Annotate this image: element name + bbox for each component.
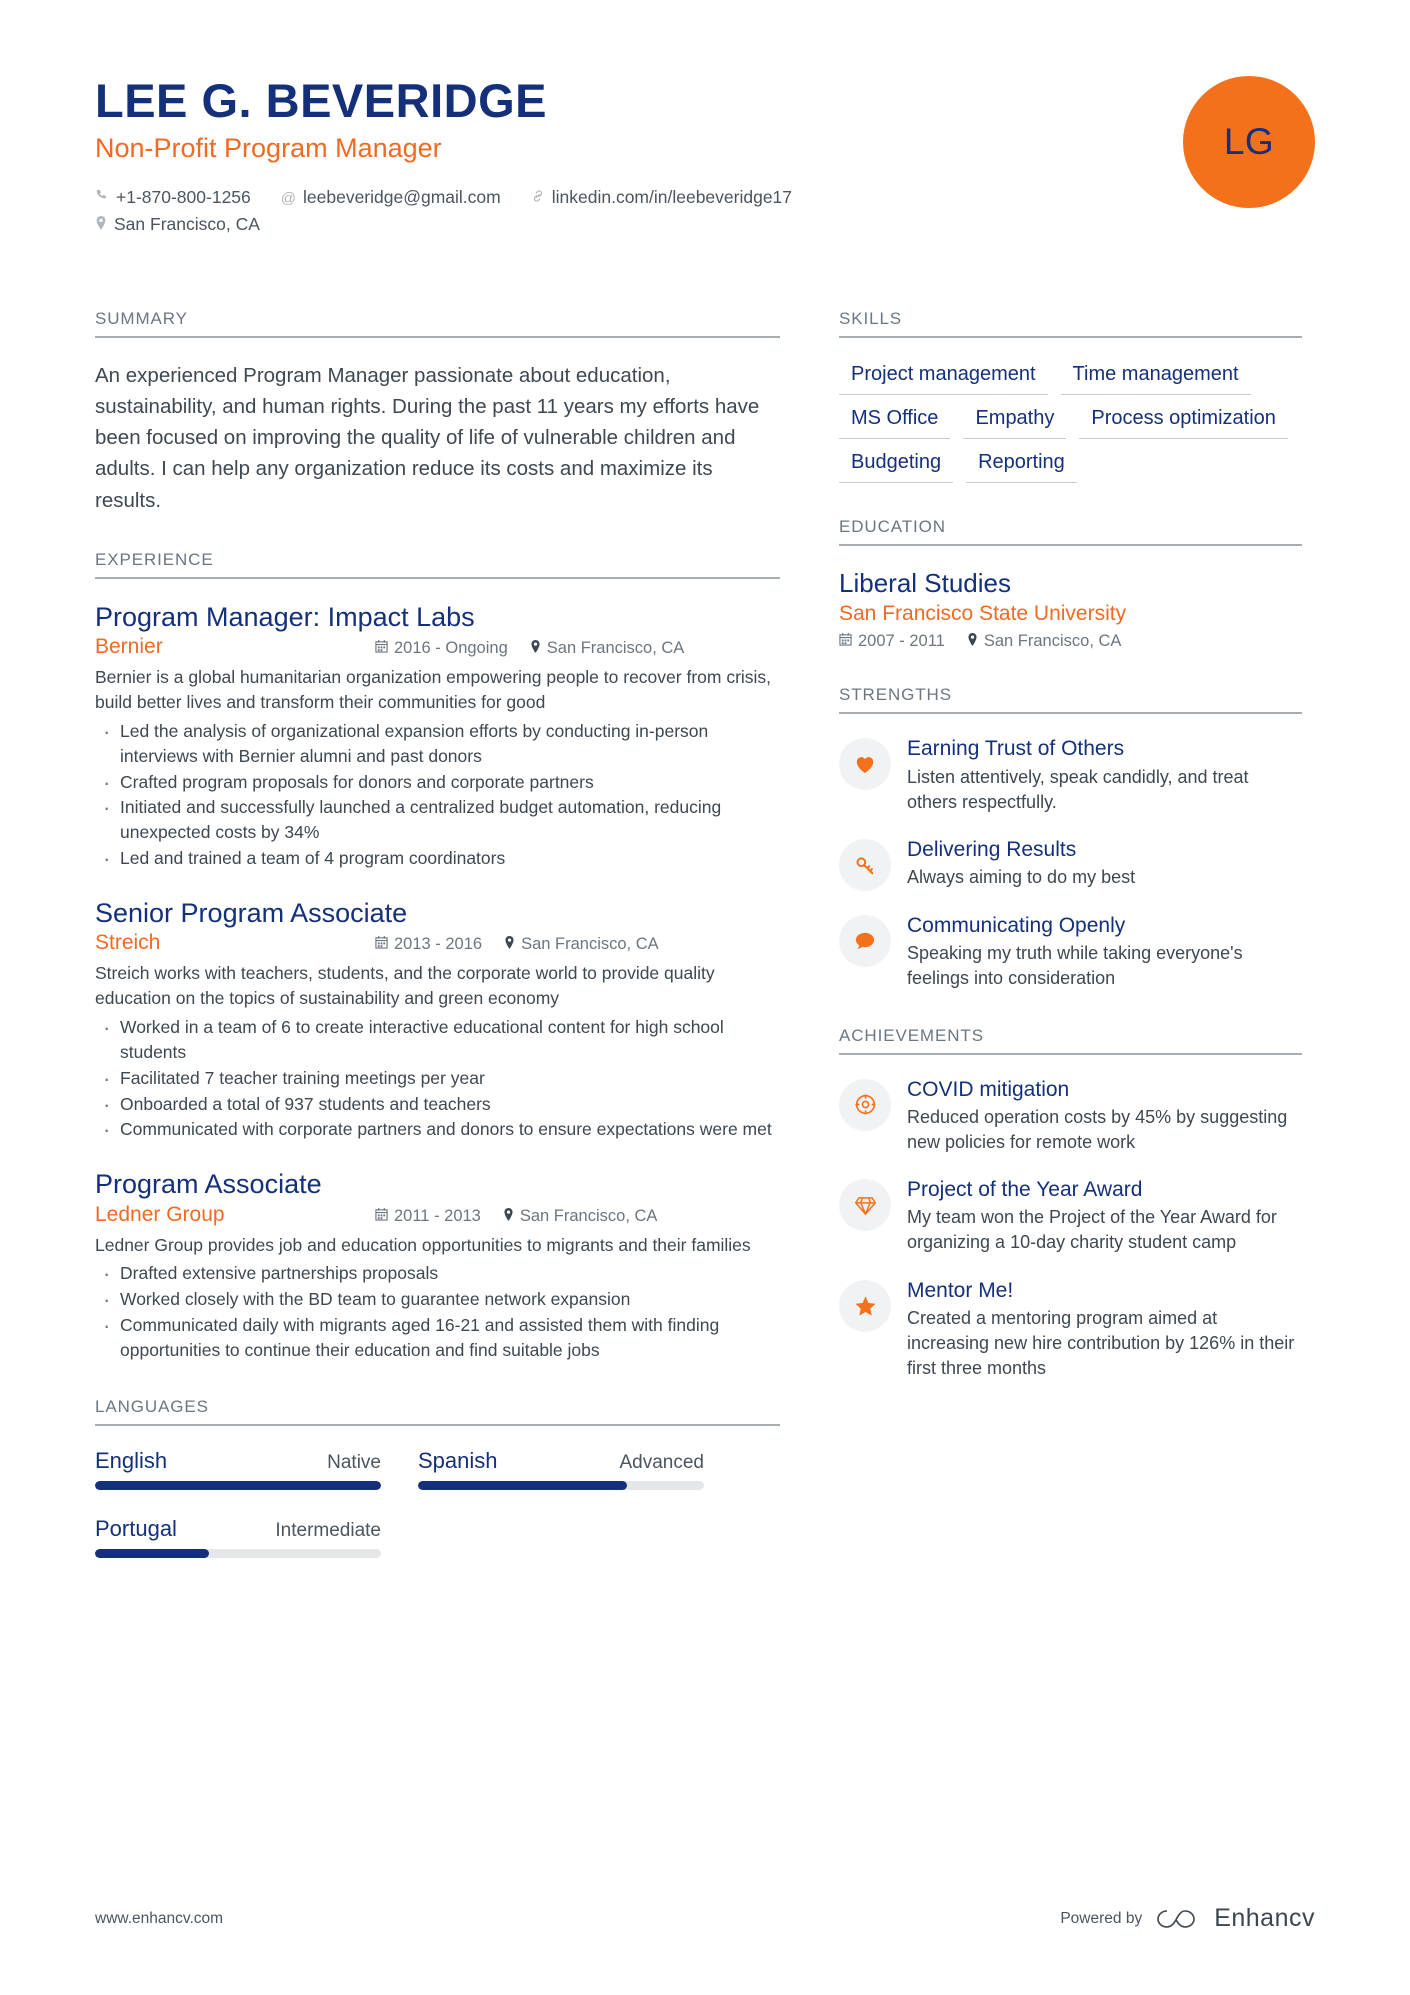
summary-heading: SUMMARY xyxy=(95,309,780,338)
language-progress-track xyxy=(418,1481,704,1490)
calendar-icon xyxy=(375,639,388,653)
section-skills xyxy=(839,309,1302,483)
job-role: Program Manager: Impact Labs xyxy=(95,601,475,632)
contact-phone[interactable] xyxy=(95,184,251,211)
job-location-text: San Francisco, CA xyxy=(546,639,685,658)
strength-icon-wrap xyxy=(839,738,891,790)
skills-heading: SKILLS xyxy=(839,309,1302,338)
skills-list xyxy=(839,360,1302,483)
strength-item xyxy=(839,837,1302,891)
education-location-text: San Francisco, CA xyxy=(983,632,1122,651)
contact-linkedin[interactable] xyxy=(531,184,792,211)
experience-heading: EXPERIENCE xyxy=(95,550,780,579)
contact-location xyxy=(95,211,260,238)
job-location xyxy=(504,935,659,954)
job-bullets xyxy=(95,719,780,871)
achievement-body xyxy=(907,1278,1302,1382)
strength-description: Speaking my truth while taking everyone's feelings into consideration xyxy=(907,943,1243,989)
footer-url[interactable]: www.enhancv.com xyxy=(95,1909,224,1927)
resume-body xyxy=(95,309,1315,1618)
language-level: Advanced xyxy=(619,1451,704,1473)
page-title: LEE G. BEVERIDGE xyxy=(95,74,547,127)
achievement-description: Created a mentoring program aimed at increasing new hire contribution by 126% in their first three months xyxy=(907,1307,1295,1379)
target-icon xyxy=(854,1093,877,1116)
language-progress-fill xyxy=(95,1549,209,1558)
education-meta xyxy=(839,632,1302,651)
avatar-initials: LG xyxy=(1223,121,1275,162)
job-bullet: · Led and trained a team of 4 program coordinators xyxy=(95,846,780,871)
skill-chip: Process optimization xyxy=(1079,404,1288,439)
job-location-text: San Francisco, CA xyxy=(519,1206,658,1225)
contact-line-secondary xyxy=(95,211,1315,238)
heart-icon xyxy=(854,754,876,774)
location-icon xyxy=(95,216,107,230)
education-degree: Liberal Studies xyxy=(839,568,1011,598)
job-bullet: · Onboarded a total of 937 students and teachers xyxy=(95,1092,780,1117)
contact-line-primary xyxy=(95,184,1315,211)
job-location xyxy=(530,639,685,658)
language-level: Native xyxy=(327,1451,381,1473)
education-location xyxy=(967,632,1122,651)
powered-by-label: Powered by xyxy=(1060,1909,1143,1927)
language-item xyxy=(95,1516,381,1558)
section-languages xyxy=(95,1397,780,1584)
skill-chip: Time management xyxy=(1061,360,1251,395)
strength-item xyxy=(839,736,1302,815)
skill-chip: Reporting xyxy=(966,448,1077,483)
brand-name: Enhancv xyxy=(1214,1904,1315,1932)
location-icon xyxy=(530,640,541,653)
calendar-icon xyxy=(375,1207,388,1221)
job-description: Ledner Group provides job and education opportunities to migrants and their families xyxy=(95,1234,751,1255)
job-bullet: · Led the analysis of organizational expansion efforts by conducting in-person interviews with Bernier alumni and past donors xyxy=(95,719,780,769)
languages-heading: LANGUAGES xyxy=(95,1397,780,1426)
skill-chip: Budgeting xyxy=(839,448,953,483)
contact-email[interactable] xyxy=(281,184,501,211)
language-item xyxy=(418,1448,704,1490)
footer-branding xyxy=(1060,1904,1315,1933)
strength-icon-wrap xyxy=(839,839,891,891)
enhancv-logo-icon xyxy=(1155,1905,1201,1933)
calendar-icon xyxy=(839,632,852,646)
avatar xyxy=(1183,76,1315,208)
job-bullet: · Communicated with corporate partners and donors to ensure expectations were met xyxy=(95,1117,780,1142)
language-row xyxy=(95,1448,381,1474)
job-dates-text: 2011 - 2013 xyxy=(394,1206,481,1225)
achievement-description: Reduced operation costs by 45% by suggesting new policies for remote work xyxy=(907,1106,1288,1152)
experience-item xyxy=(95,1168,780,1363)
strengths-heading: STRENGTHS xyxy=(839,685,1302,714)
strength-title: Delivering Results xyxy=(907,837,1077,861)
language-name: English xyxy=(95,1447,168,1473)
language-row xyxy=(95,1516,381,1542)
section-strengths xyxy=(839,685,1302,991)
achievements-heading: ACHIEVEMENTS xyxy=(839,1026,1302,1055)
job-meta xyxy=(95,1203,780,1227)
education-heading: EDUCATION xyxy=(839,517,1302,546)
job-meta xyxy=(95,931,780,955)
languages-grid xyxy=(95,1448,780,1584)
section-summary xyxy=(95,309,780,516)
link-icon xyxy=(531,189,545,203)
job-dates xyxy=(375,935,482,954)
achievement-description: My team won the Project of the Year Award for organizing a 10-day charity student camp xyxy=(907,1207,1277,1253)
section-experience xyxy=(95,550,780,1363)
diamond-icon xyxy=(854,1195,877,1216)
achievement-icon-wrap xyxy=(839,1179,891,1231)
contact-location-text: San Francisco, CA xyxy=(114,214,260,235)
language-progress-fill xyxy=(418,1481,627,1490)
contact-info xyxy=(95,184,1315,238)
language-progress-track xyxy=(95,1481,381,1490)
achievement-title: Mentor Me! xyxy=(907,1278,1014,1302)
achievement-item xyxy=(839,1278,1302,1382)
skill-chip: MS Office xyxy=(839,404,950,439)
job-bullet: · Drafted extensive partnerships proposals xyxy=(95,1261,780,1286)
job-dates-text: 2013 - 2016 xyxy=(394,935,483,954)
job-title-subtitle: Non-Profit Program Manager xyxy=(95,133,442,164)
speech-bubble-icon xyxy=(854,931,876,951)
achievement-body xyxy=(907,1177,1302,1256)
job-role: Program Associate xyxy=(95,1169,322,1200)
job-location xyxy=(503,1207,658,1226)
page-footer xyxy=(95,1904,1315,1933)
strength-icon-wrap xyxy=(839,915,891,967)
strength-body xyxy=(907,913,1302,992)
job-bullets xyxy=(95,1261,780,1362)
achievement-title: COVID mitigation xyxy=(907,1077,1070,1101)
contact-linkedin-text: linkedin.com/in/leebeveridge17 xyxy=(551,187,793,208)
contact-phone-text: +1-870-800-1256 xyxy=(116,187,251,208)
contact-email-text: leebeveridge@gmail.com xyxy=(303,187,501,208)
job-location-text: San Francisco, CA xyxy=(521,935,659,954)
star-icon xyxy=(854,1295,877,1317)
location-icon xyxy=(967,633,978,646)
achievement-icon-wrap xyxy=(839,1079,891,1131)
section-achievements xyxy=(839,1026,1302,1382)
job-dates xyxy=(375,639,508,658)
section-education xyxy=(839,517,1302,651)
email-icon: @ xyxy=(280,190,296,208)
achievement-item xyxy=(839,1077,1302,1156)
strength-body xyxy=(907,837,1302,891)
summary-text: An experienced Program Manager passionate about education, sustainability, and human rights. During the past 11 years my efforts have been focused on improving the quality of life of vulnerable children and adults. I can help any organization reduce its costs and maximize its results. xyxy=(95,364,760,512)
phone-icon xyxy=(95,189,109,203)
skill-chip: Empathy xyxy=(963,404,1066,439)
education-dates-text: 2007 - 2011 xyxy=(858,632,945,651)
language-level: Intermediate xyxy=(275,1519,381,1541)
job-bullets xyxy=(95,1015,780,1142)
education-school: San Francisco State University xyxy=(839,602,1127,626)
strength-title: Earning Trust of Others xyxy=(907,737,1125,761)
job-company: Ledner Group xyxy=(95,1202,225,1226)
right-column xyxy=(839,309,1302,1618)
job-company: Bernier xyxy=(95,635,163,659)
job-bullet: · Facilitated 7 teacher training meetings per year xyxy=(95,1066,780,1091)
job-dates-text: 2016 - Ongoing xyxy=(394,639,508,658)
job-bullet: · Worked in a team of 6 to create interactive educational content for high school students xyxy=(95,1015,780,1065)
language-progress-fill xyxy=(95,1481,381,1490)
job-dates xyxy=(375,1207,481,1226)
job-description: Bernier is a global humanitarian organization empowering people to recover from crisis, build better lives and transform their communities for good xyxy=(95,667,772,713)
location-icon xyxy=(504,936,515,949)
job-role: Senior Program Associate xyxy=(95,897,408,928)
left-column xyxy=(95,309,780,1618)
strength-description: Always aiming to do my best xyxy=(907,867,1136,888)
achievement-item xyxy=(839,1177,1302,1256)
job-bullet: · Initiated and successfully launched a centralized budget automation, reducing unexpected costs by 34% xyxy=(95,795,780,845)
job-company: Streich xyxy=(95,931,161,955)
language-row xyxy=(418,1448,704,1474)
achievement-icon-wrap xyxy=(839,1280,891,1332)
location-icon xyxy=(503,1208,514,1221)
education-dates xyxy=(839,632,945,651)
experience-item xyxy=(95,897,780,1142)
skill-chip: Project management xyxy=(839,360,1048,395)
job-description: Streich works with teachers, students, and the corporate world to provide quality education on the topics of sustainability and green economy xyxy=(95,963,715,1009)
strength-description: Listen attentively, speak candidly, and treat others respectfully. xyxy=(907,766,1249,812)
language-name: Portugal xyxy=(95,1515,177,1541)
job-bullet: · Communicated daily with migrants aged 16-21 and assisted them with finding opportunities to continue their education and find suitable jobs xyxy=(95,1313,780,1363)
strength-body xyxy=(907,736,1302,815)
language-item xyxy=(95,1448,381,1490)
strength-item xyxy=(839,913,1302,992)
job-bullet: · Worked closely with the BD team to guarantee network expansion xyxy=(95,1287,780,1312)
job-bullet: · Crafted program proposals for donors and corporate partners xyxy=(95,770,780,795)
job-meta xyxy=(95,635,780,659)
calendar-icon xyxy=(375,935,388,949)
achievement-body xyxy=(907,1077,1302,1156)
strength-title: Communicating Openly xyxy=(907,913,1126,937)
language-name: Spanish xyxy=(418,1447,498,1473)
education-item xyxy=(839,568,1302,651)
language-progress-track xyxy=(95,1549,381,1558)
achievement-title: Project of the Year Award xyxy=(907,1178,1143,1202)
key-icon xyxy=(854,854,876,876)
resume-header xyxy=(95,76,1315,271)
experience-item xyxy=(95,601,780,871)
